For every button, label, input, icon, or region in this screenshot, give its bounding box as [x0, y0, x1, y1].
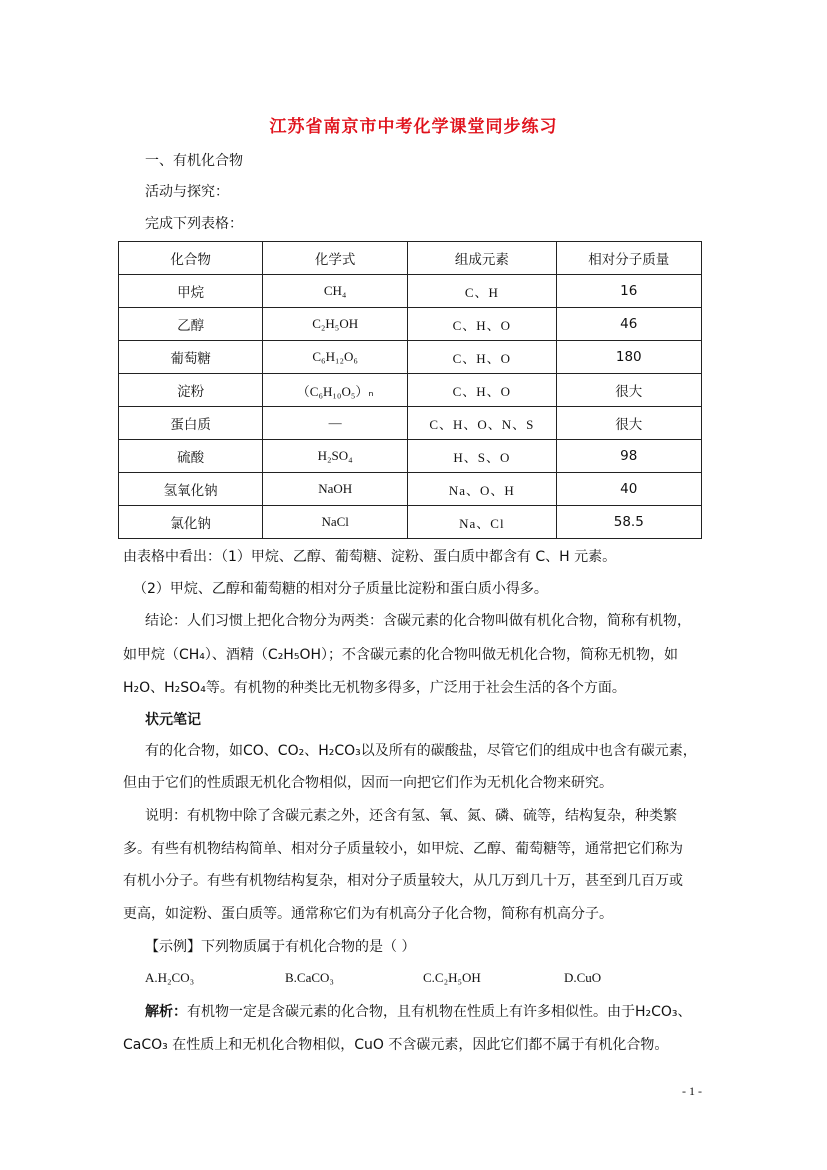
- table-cell: H₂SO₄: [263, 440, 408, 473]
- table-cell: C、H: [408, 275, 556, 308]
- table-cell: 氢氧化钠: [119, 473, 263, 506]
- table-row: [119, 473, 702, 506]
- table-cell: 蛋白质: [119, 407, 263, 440]
- notes-line: 但由于它们的性质跟无机化合物相似，因而一向把它们作为无机化合物来研究。: [123, 775, 613, 791]
- table-cell: C、H、O: [408, 374, 556, 407]
- table-row: [119, 275, 702, 308]
- table-row: [119, 440, 702, 473]
- table-cell: CH₄: [263, 275, 408, 308]
- table-cell: 葡萄糖: [119, 341, 263, 374]
- table-cell: C、H、O: [408, 308, 556, 341]
- table-row: [119, 506, 702, 539]
- table-instruction: 完成下列表格：: [145, 216, 243, 232]
- table-cell: 180: [556, 341, 701, 374]
- explanation-line: 有机小分子。有些有机物结构复杂，相对分子质量较大，从几万到几十万，甚至到几百万或: [123, 873, 683, 889]
- conclusion-line: 如甲烷（CH₄）、酒精（C₂H₅OH）；不含碳元素的化合物叫做无机化合物，简称无机物，如: [123, 647, 678, 663]
- option-d: D.CuO: [564, 970, 602, 985]
- observation-2: （2）甲烷、乙醇和葡萄糖的相对分子质量比淀粉和蛋白质小得多。: [133, 581, 548, 597]
- option-a: A.H₂CO₃: [145, 970, 195, 985]
- table-cell: 16: [556, 275, 701, 308]
- table-cell: 40: [556, 473, 701, 506]
- explanation-line: 更高，如淀粉、蛋白质等。通常称它们为有机高分子化合物，简称有机高分子。: [123, 906, 613, 922]
- analysis-label: 解析：: [145, 1004, 187, 1020]
- table-cell: 氯化钠: [119, 506, 263, 539]
- table-cell: C、H、O: [408, 341, 556, 374]
- observation-1: 由表格中看出：（1）甲烷、乙醇、葡萄糖、淀粉、蛋白质中都含有 C、H 元素。: [123, 549, 617, 565]
- page-number: - 1 -: [682, 1084, 702, 1098]
- table-cell: NaCl: [263, 506, 408, 539]
- table-row: [119, 341, 702, 374]
- conclusion-line: 结论：人们习惯上把化合物分为两类：含碳元素的化合物叫做有机化合物，简称有机物，: [145, 613, 691, 629]
- table-cell: —: [263, 407, 408, 440]
- table-header-row: [119, 242, 702, 275]
- table-cell: C、H、O、N、S: [408, 407, 556, 440]
- activity-label: 活动与探究：: [145, 184, 229, 200]
- table-cell: （C₆H₁₀O₅）ₙ: [263, 374, 408, 407]
- table-cell: C₆H₁₂O₆: [263, 341, 408, 374]
- table-row: [119, 407, 702, 440]
- table-cell: 乙醇: [119, 308, 263, 341]
- analysis-text: 有机物一定是含碳元素的化合物，且有机物在性质上有许多相似性。由于H₂CO₃、: [187, 1004, 692, 1020]
- header-cell: 化合物: [119, 242, 263, 275]
- table-cell: 硫酸: [119, 440, 263, 473]
- table-cell: 很大: [556, 374, 701, 407]
- option-b: B.CaCO₃: [285, 970, 334, 985]
- conclusion-line: H₂O、H₂SO₄等。有机物的种类比无机物多得多，广泛用于社会生活的各个方面。: [123, 680, 626, 696]
- header-cell: 化学式: [263, 242, 408, 275]
- table-cell: Na、O、H: [408, 473, 556, 506]
- table-cell: 甲烷: [119, 275, 263, 308]
- table-row: [119, 374, 702, 407]
- table-cell: Na、Cl: [408, 506, 556, 539]
- table-cell: 很大: [556, 407, 701, 440]
- notes-line: 有的化合物，如CO、CO₂、H₂CO₃以及所有的碳酸盐，尽管它们的组成中也含有碳元素，: [145, 743, 697, 759]
- page-title: 江苏省南京市中考化学课堂同步练习: [269, 117, 558, 137]
- table-row: [119, 308, 702, 341]
- table-cell: H、S、O: [408, 440, 556, 473]
- table-cell: C₂H₅OH: [263, 308, 408, 341]
- analysis-line: CaCO₃ 在性质上和无机化合物相似，CuO 不含碳元素，因此它们都不属于有机化合物。: [123, 1037, 669, 1053]
- explanation-line: 多。有些有机物结构简单、相对分子质量较小，如甲烷、乙醇、葡萄糖等，通常把它们称为: [123, 841, 683, 857]
- table-cell: 58.5: [556, 506, 701, 539]
- analysis-line: [145, 1002, 692, 1022]
- example-question: 【示例】下列物质属于有机化合物的是（ ）: [145, 939, 416, 955]
- header-cell: 组成元素: [408, 242, 556, 275]
- option-c: C.C₂H₅OH: [423, 970, 481, 985]
- notes-heading: 状元笔记: [145, 712, 201, 728]
- compound-table: [118, 241, 702, 539]
- table-cell: 98: [556, 440, 701, 473]
- answer-options: [145, 970, 705, 990]
- section-heading: 一、有机化合物: [145, 153, 243, 169]
- explanation-line: 说明：有机物中除了含碳元素之外，还含有氢、氧、氮、磷、硫等，结构复杂，种类繁: [145, 808, 677, 824]
- table-cell: NaOH: [263, 473, 408, 506]
- table-cell: 46: [556, 308, 701, 341]
- table-cell: 淀粉: [119, 374, 263, 407]
- header-cell: 相对分子质量: [556, 242, 701, 275]
